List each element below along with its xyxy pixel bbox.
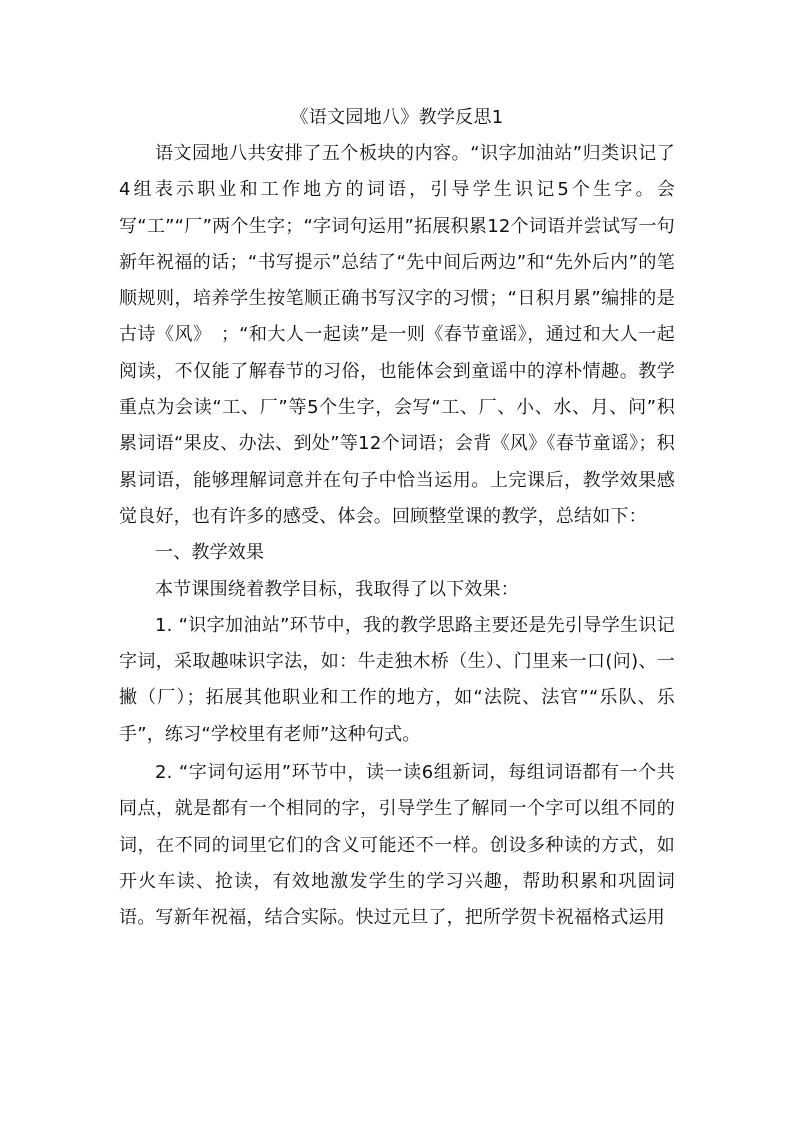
section-heading-teaching-effect: 一、教学效果 [155,542,265,564]
paragraph-point-1: 1. “识字加油站”环节中，我的教学思路主要还是先引导学生识记字词，采取趣味识字法，如：牛走独木桥（生）、门里来一口(问)、一撇（厂）；拓展其他职业和工作的地方，如“法院、法官”“乐队、乐手”，练习“学校里有老师”这种句式。 [119,614,675,745]
document-page [119,100,675,937]
paragraph-effect-summary: 本节课围绕着教学目标，我取得了以下效果： [155,578,519,600]
paragraph-intro: 语文园地八共安排了五个板块的内容。“识字加油站”归类识记了4组表示职业和工作地方的词语，引导学生识记5个生字。会写“工”“厂”两个生字；“字词句运用”拓展积累12个词语并尝试写一句新年祝福的话；“书写提示”总结了“先中间后两边”和“先外后内”的笔顺规则，培养学生按笔顺正确书写汉字的习惯；“日积月累”编排的是古诗《风》 ；“和大人一起读”是一则《春节童谣》，通过和大人一起阅读，不仅能了解春节的习俗，也能体会到童谣中的淳朴情趣。教学重点为会读“工、厂”等5个生字，会写“工、厂、小、水、月、问”积累词语“果皮、办法、到处”等12个词语；会背《风》《春节童谣》；积累词语，能够理解词意并在句子中恰当运用。上完课后，教学效果感觉良好，也有许多的感受、体会。回顾整堂课的教学，总结如下： [119,143,675,527]
document-title: 《语文园地八》教学反思1 [290,107,504,128]
paragraph-point-2: 2. “字词句运用”环节中，读一读6组新词，每组词语都有一个共同点，就是都有一个相同的字，引导学生了解同一个字可以组不同的词，在不同的词里它们的含义可能还不一样。创设多种读的方式，如开火车读、抢读，有效地激发学生的学习兴趣，帮助积累和巩固词语。写新年祝福，结合实际。快过元旦了，把所学贺卡祝福格式运用 [119,762,675,929]
